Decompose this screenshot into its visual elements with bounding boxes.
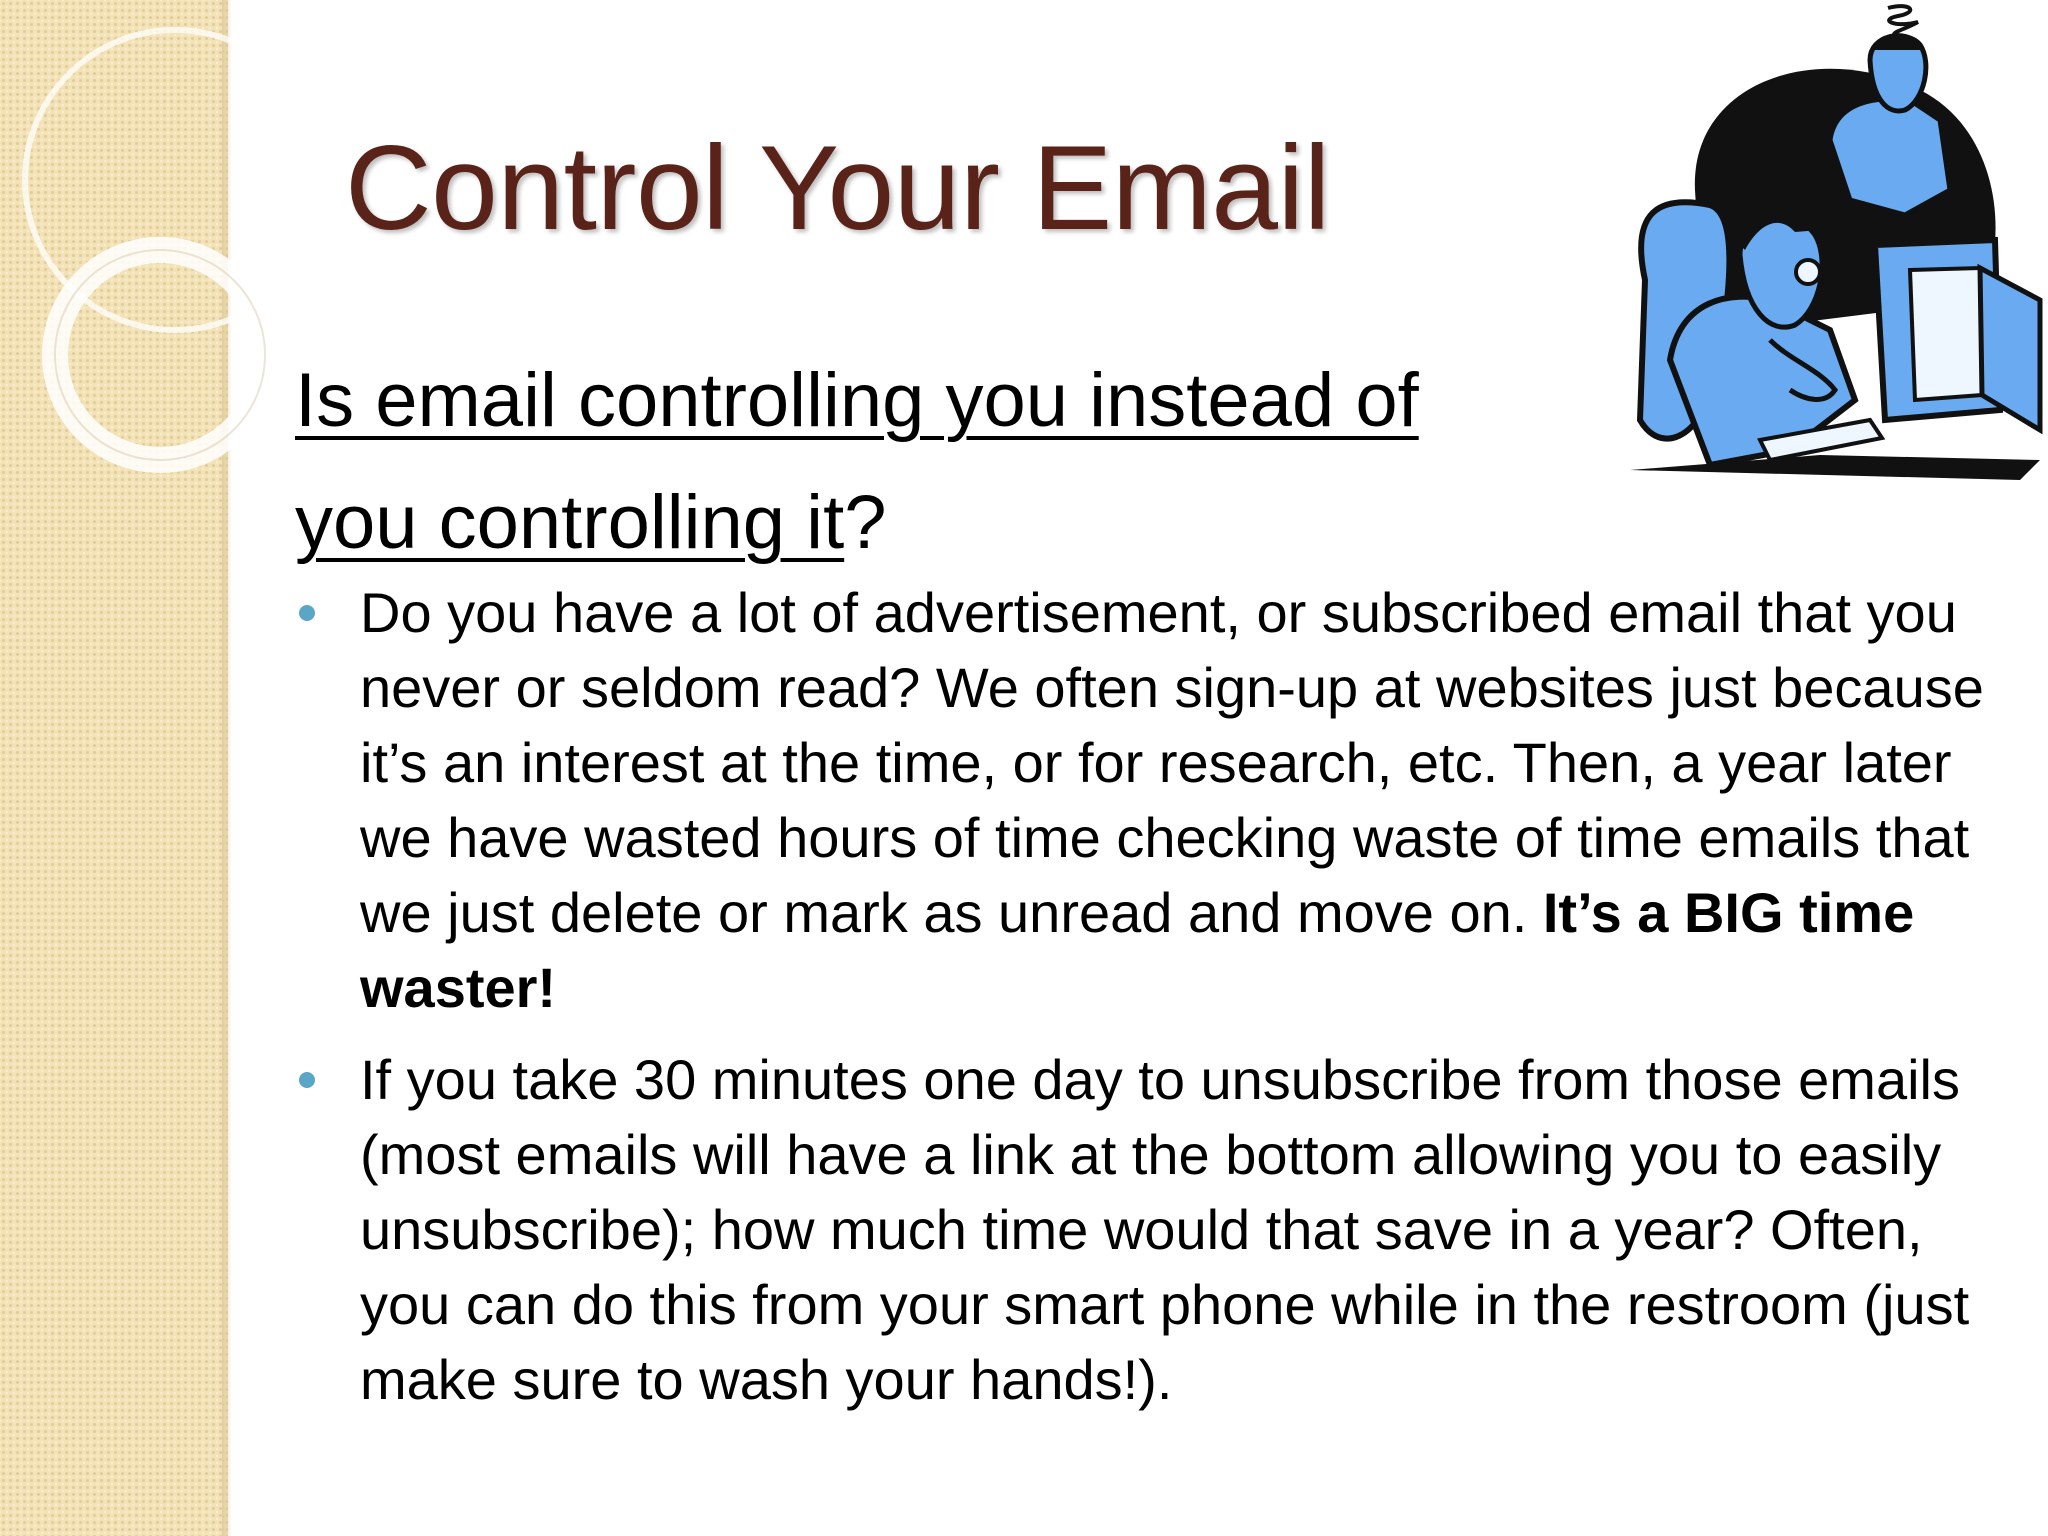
main-question: [295, 340, 1595, 584]
bullet-icon: [299, 1072, 315, 1088]
question-mark: ?: [844, 480, 887, 565]
question-line-2: you controlling it: [295, 480, 845, 565]
bullet-list: [295, 575, 1995, 1434]
list-item: [295, 575, 1995, 1025]
bullet-icon: [299, 605, 315, 621]
bullet-text: If you take 30 minutes one day to unsubscribe from those emails (most emails will have a link at the bottom allowing you to easily unsubscribe); how much time would that save in a year? Often, you can do this from your smart phone while in the restroom (just make sure to wash your hands!).: [360, 1048, 1970, 1411]
list-item: [295, 1042, 1995, 1417]
frustrated-office-workers-clipart-icon: [1620, 0, 2048, 490]
bullet-emphasis: It’s a BIG time waster!: [360, 881, 1915, 1019]
decorative-circles: [0, 0, 300, 520]
question-line-1: Is email controlling you instead of: [295, 358, 1419, 443]
bullet-text: Do you have a lot of advertisement, or subscribed email that you never or seldom read? We often sign-up at websites just because it’s an interest at the time, or for research, etc. Then, a year later we have wasted hours of time checking waste of time emails that we just delete or mark as unread and move on.: [360, 581, 1984, 944]
slide-title: Control Your Email: [345, 121, 1330, 255]
